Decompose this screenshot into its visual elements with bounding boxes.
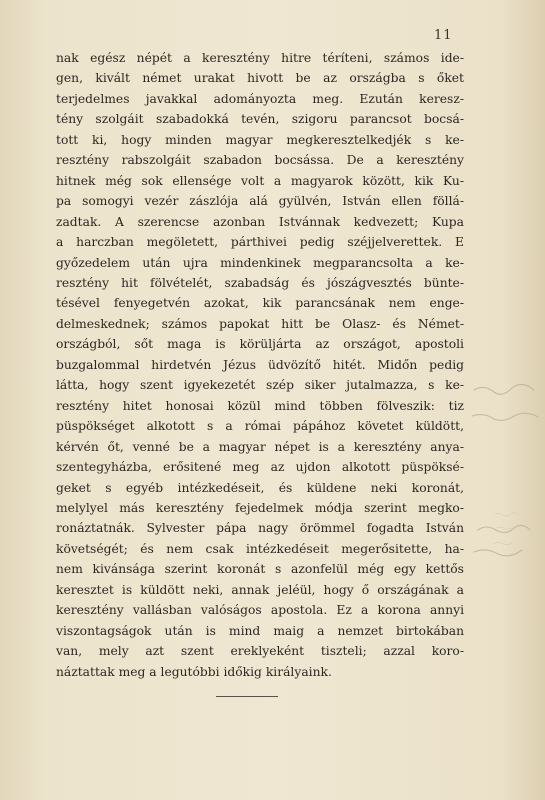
text-line: delmeskednek; számos papokat hitt be Olasz- és Német- xyxy=(56,316,464,331)
text-line: országból, sőt maga is körüljárta az országot, apostoli xyxy=(56,337,464,352)
section-divider xyxy=(216,696,278,697)
text-line: resztény hit fölvételét, szabadság és jószágvesztés bünte- xyxy=(56,275,464,290)
text-line: szentegyházba, erősitené meg az ujdon alkotott püspöksé- xyxy=(56,460,464,475)
text-line: melylyel más keresztény fejedelmek módja szerint megko- xyxy=(56,500,464,515)
text-line: gen, kivált német urakat hivott be az országba s őket xyxy=(56,71,464,86)
text-line: ronáztatnák. Sylvester pápa nagy örömmel fogadta István xyxy=(56,521,464,536)
text-line: követségét; és nem csak intézkedéseit megerősitette, ha- xyxy=(56,541,464,556)
text-line: viszontagságok után is mind maig a nemzet birtokában xyxy=(56,623,464,638)
pencil-marks-yellowed xyxy=(468,510,545,620)
text-line: a harczban megöletett, párthivei pedig széjjelverettek. E xyxy=(56,235,464,250)
text-line: nak egész népét a keresztény hitre téríteni, számos ide- xyxy=(56,51,464,65)
text-line: resztény rabszolgáit szabadon bocsássa. De a keresztény xyxy=(56,153,464,168)
text-line: tény szolgáit szabadokká tevén, szigoru parancsot bocsá- xyxy=(56,112,464,127)
text-line: hitnek még sok ellensége volt a magyarok között, kik Ku- xyxy=(56,173,464,188)
text-line: tésével fenyegetvén azokat, kik parancsának nem enge- xyxy=(56,296,464,311)
text-line: buzgalommal hirdetvén Jézus üdvözítő hitét. Midőn pedig xyxy=(56,357,464,372)
text-line: győzedelem után ujra mindenkinek megparancsolta a ke- xyxy=(56,255,464,270)
body-text xyxy=(56,48,464,682)
text-line: zadtak. A szerencse azonban Istvánnak kedvezett; Kupa xyxy=(56,214,464,229)
text-line: kérvén őt, venné be a magyar népet is a keresztény anya- xyxy=(56,439,464,454)
text-line: náztattak meg a legutóbbi időkig királyaink. xyxy=(56,664,332,679)
text-line: terjedelmes javakkal adományozta meg. Ezután keresz- xyxy=(56,91,464,106)
text-line: keresztet is küldött neki, annak jeléül, hogy ő országának a xyxy=(56,582,464,597)
text-line: keresztény vallásban valóságos apostola. Ez a korona annyi xyxy=(56,603,464,618)
text-line: nem kivánsága szerint koronát s azonfelül még egy kettős xyxy=(56,562,464,577)
text-line: pa somogyi vezér zászlója alá gyülvén, István ellen föllá- xyxy=(56,194,464,209)
page-number: 11 xyxy=(434,28,453,43)
text-line: geket s egyéb intézkedéseit, és küldene neki koronát, xyxy=(56,480,464,495)
text-line: püspökséget alkotott s a római pápához követet küldött, xyxy=(56,419,464,434)
text-line: van, mely azt szent ereklyeként tiszteli; azzal koro- xyxy=(56,644,464,659)
text-line: resztény hitet honosai közül mind többen fölveszik: tiz xyxy=(56,398,464,413)
text-line: tott ki, hogy minden magyar megkeresztelkedjék s ke- xyxy=(56,132,464,147)
text-line: látta, hogy szent igyekezetét szép siker jutalmazza, s ke- xyxy=(56,378,464,393)
